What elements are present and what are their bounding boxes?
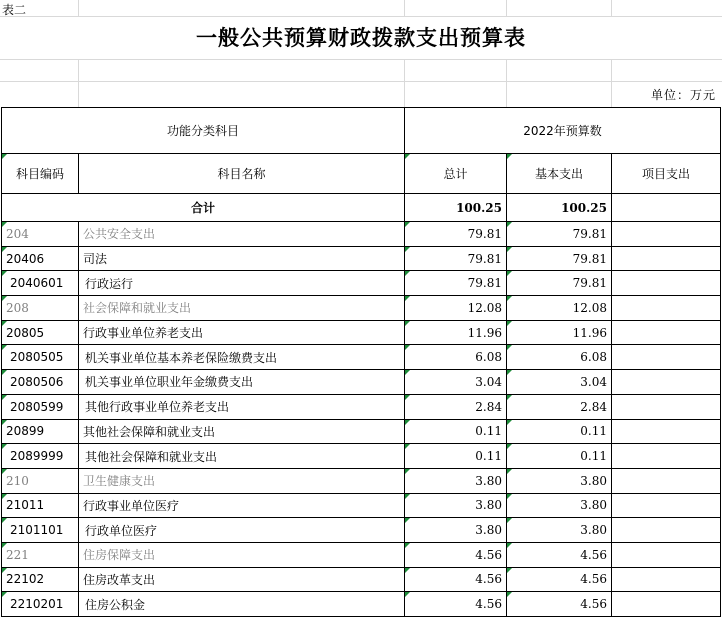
gridline: [404, 0, 405, 16]
row-code[interactable]: 2210201: [2, 592, 79, 617]
unit-label[interactable]: 单位：万元: [650, 88, 716, 102]
row-total[interactable]: 79.81: [405, 271, 507, 296]
total-project[interactable]: [612, 194, 721, 222]
project-header[interactable]: 项目支出: [612, 154, 721, 194]
table-row: [2, 370, 721, 395]
gridline: [506, 0, 507, 16]
row-project[interactable]: [612, 468, 721, 493]
row-name[interactable]: 社会保障和就业支出: [79, 296, 405, 321]
row-total[interactable]: 11.96: [405, 320, 507, 345]
row-basic[interactable]: 3.80: [507, 493, 612, 518]
row-name[interactable]: 行政单位医疗: [79, 518, 405, 543]
table-row: [2, 468, 721, 493]
row-basic[interactable]: 3.80: [507, 518, 612, 543]
row-basic[interactable]: 3.04: [507, 370, 612, 395]
row-total[interactable]: 3.80: [405, 468, 507, 493]
row-project[interactable]: [612, 222, 721, 247]
sheet-label[interactable]: 表二: [2, 3, 27, 17]
table-row: [2, 493, 721, 518]
basic-header[interactable]: 基本支出: [507, 154, 612, 194]
table-row: [2, 444, 721, 469]
table-row: [2, 592, 721, 617]
row-basic[interactable]: 12.08: [507, 296, 612, 321]
row-project[interactable]: [612, 345, 721, 370]
total-total[interactable]: 100.25: [405, 194, 507, 222]
row-name[interactable]: 机关事业单位职业年金缴费支出: [79, 370, 405, 395]
row-name[interactable]: 其他社会保障和就业支出: [79, 444, 405, 469]
table-row: [2, 345, 721, 370]
header-row-1: [2, 108, 721, 154]
gridline: [78, 59, 79, 107]
row-code[interactable]: 21011: [2, 493, 79, 518]
row-project[interactable]: [612, 419, 721, 444]
table-row: [2, 271, 721, 296]
row-name[interactable]: 住房公积金: [79, 592, 405, 617]
row-basic[interactable]: 4.56: [507, 542, 612, 567]
gridline: [0, 16, 722, 17]
row-total[interactable]: 12.08: [405, 296, 507, 321]
row-project[interactable]: [612, 567, 721, 592]
table-row: [2, 419, 721, 444]
row-total[interactable]: 6.08: [405, 345, 507, 370]
row-code[interactable]: 2080505: [2, 345, 79, 370]
row-code[interactable]: 2080506: [2, 370, 79, 395]
budget-table: [1, 107, 721, 617]
row-project[interactable]: [612, 370, 721, 395]
row-basic[interactable]: 6.08: [507, 345, 612, 370]
row-name[interactable]: 住房保障支出: [79, 542, 405, 567]
row-name[interactable]: 住房改革支出: [79, 567, 405, 592]
total-row: [2, 194, 721, 222]
code-header[interactable]: 科目编码: [2, 154, 79, 194]
row-total[interactable]: 0.11: [405, 444, 507, 469]
row-total[interactable]: 4.56: [405, 592, 507, 617]
row-total[interactable]: 3.04: [405, 370, 507, 395]
table-row: [2, 296, 721, 321]
total-label[interactable]: 合计: [2, 194, 405, 222]
row-name[interactable]: 公共安全支出: [79, 222, 405, 247]
row-code[interactable]: 221: [2, 542, 79, 567]
row-basic[interactable]: 11.96: [507, 320, 612, 345]
gridline: [78, 0, 79, 16]
row-code[interactable]: 20805: [2, 320, 79, 345]
row-code[interactable]: 208: [2, 296, 79, 321]
row-code[interactable]: 2040601: [2, 271, 79, 296]
table-row: [2, 222, 721, 247]
row-basic[interactable]: 0.11: [507, 419, 612, 444]
row-project[interactable]: [612, 444, 721, 469]
row-total[interactable]: 4.56: [405, 567, 507, 592]
row-name[interactable]: 司法: [79, 246, 405, 271]
header-row-2: [2, 154, 721, 194]
budget-year-header[interactable]: 2022年预算数: [405, 108, 721, 154]
table-row: [2, 394, 721, 419]
row-project[interactable]: [612, 592, 721, 617]
row-project[interactable]: [612, 296, 721, 321]
row-basic[interactable]: 4.56: [507, 567, 612, 592]
row-code[interactable]: 204: [2, 222, 79, 247]
row-project[interactable]: [612, 246, 721, 271]
row-total[interactable]: 0.11: [405, 419, 507, 444]
row-basic[interactable]: 4.56: [507, 592, 612, 617]
table-row: [2, 542, 721, 567]
row-basic[interactable]: 3.80: [507, 468, 612, 493]
functional-category-header[interactable]: 功能分类科目: [2, 108, 405, 154]
table-row: [2, 246, 721, 271]
row-basic[interactable]: 79.81: [507, 246, 612, 271]
row-project[interactable]: [612, 493, 721, 518]
row-basic[interactable]: 79.81: [507, 222, 612, 247]
row-name[interactable]: 行政事业单位医疗: [79, 493, 405, 518]
row-name[interactable]: 卫生健康支出: [79, 468, 405, 493]
row-code[interactable]: 2080599: [2, 394, 79, 419]
gridline: [0, 59, 722, 60]
row-project[interactable]: [612, 518, 721, 543]
row-code[interactable]: 2089999: [2, 444, 79, 469]
row-name[interactable]: 行政事业单位养老支出: [79, 320, 405, 345]
total-basic[interactable]: 100.25: [507, 194, 612, 222]
row-name[interactable]: 机关事业单位基本养老保险缴费支出: [79, 345, 405, 370]
table-row: [2, 567, 721, 592]
row-total[interactable]: 79.81: [405, 246, 507, 271]
row-total[interactable]: 2.84: [405, 394, 507, 419]
row-basic[interactable]: 79.81: [507, 271, 612, 296]
row-name[interactable]: 其他社会保障和就业支出: [79, 419, 405, 444]
table-row: [2, 320, 721, 345]
name-header[interactable]: 科目名称: [79, 154, 405, 194]
row-project[interactable]: [612, 320, 721, 345]
row-project[interactable]: [612, 394, 721, 419]
row-name[interactable]: 行政运行: [79, 271, 405, 296]
gridline: [0, 81, 722, 82]
row-total[interactable]: 3.80: [405, 493, 507, 518]
row-total[interactable]: 3.80: [405, 518, 507, 543]
row-project[interactable]: [612, 542, 721, 567]
row-total[interactable]: 4.56: [405, 542, 507, 567]
total-header[interactable]: 总计: [405, 154, 507, 194]
row-code[interactable]: 22102: [2, 567, 79, 592]
gridline: [611, 59, 612, 107]
row-basic[interactable]: 0.11: [507, 444, 612, 469]
row-project[interactable]: [612, 271, 721, 296]
row-name[interactable]: 其他行政事业单位养老支出: [79, 394, 405, 419]
row-basic[interactable]: 2.84: [507, 394, 612, 419]
row-code[interactable]: 210: [2, 468, 79, 493]
table-row: [2, 518, 721, 543]
row-total[interactable]: 79.81: [405, 222, 507, 247]
page-title[interactable]: 一般公共预算财政拨款支出预算表: [196, 25, 526, 50]
gridline: [506, 59, 507, 107]
row-code[interactable]: 20899: [2, 419, 79, 444]
row-code[interactable]: 20406: [2, 246, 79, 271]
row-code[interactable]: 2101101: [2, 518, 79, 543]
gridline: [404, 59, 405, 107]
gridline: [611, 0, 612, 16]
